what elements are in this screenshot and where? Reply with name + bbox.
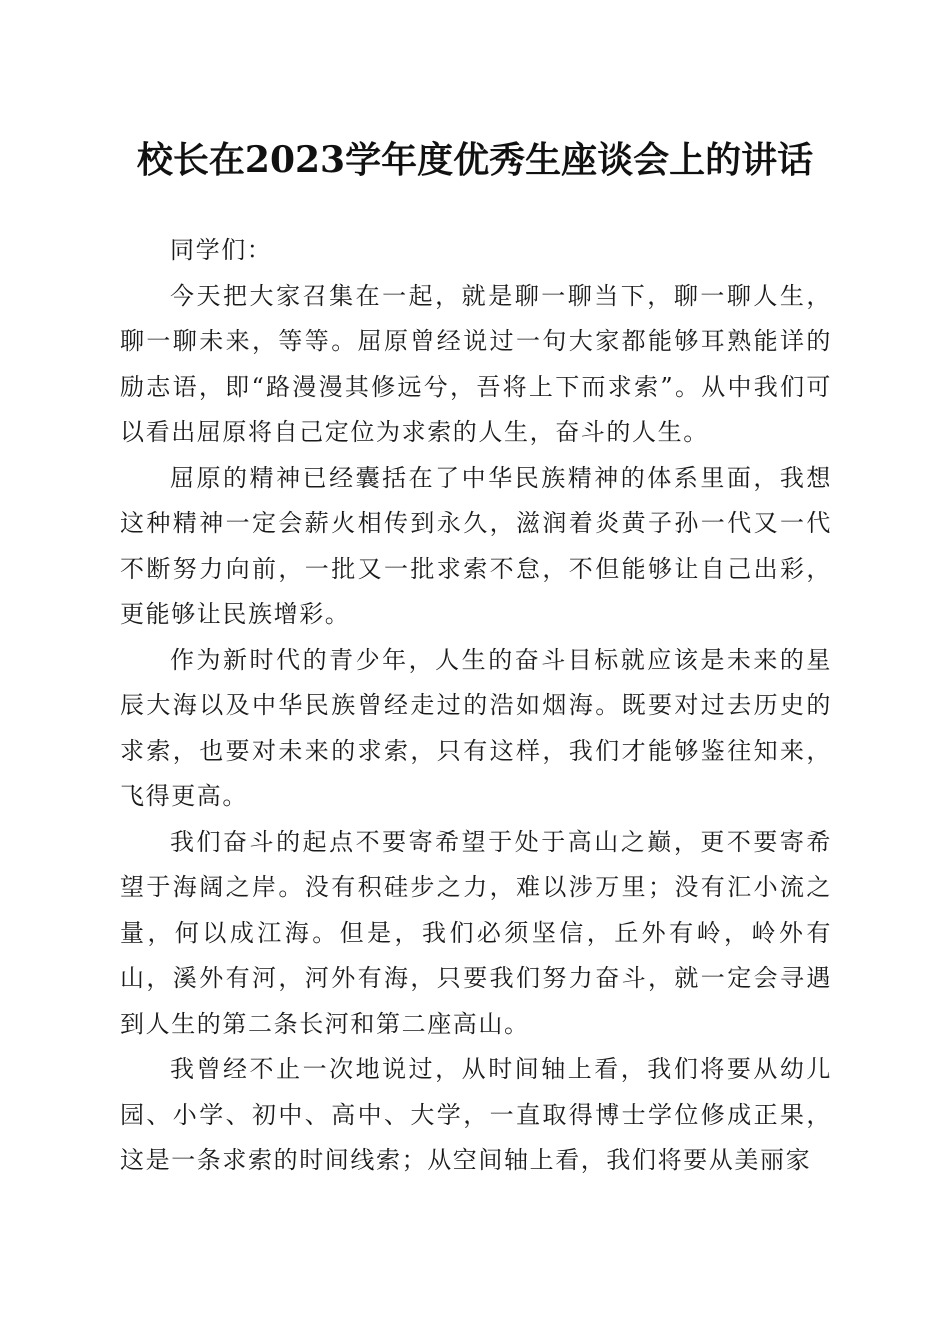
- document-body: [120, 228, 832, 1184]
- paragraph: 屈原的精神已经囊括在了中华民族精神的体系里面，我想这种精神一定会薪火相传到永久，滋润着炎黄子孙一代又一代不断努力向前，一批又一批求索不怠，不但能够让自己出彩，更能够让民族增彩。: [120, 463, 832, 628]
- salutation: 同学们：: [170, 236, 273, 264]
- document-title: 校长在2023学年度优秀生座谈会上的讲话: [136, 139, 814, 181]
- paragraph: 我曾经不止一次地说过，从时间轴上看，我们将要从幼儿园、小学、初中、高中、大学，一直取得博士学位修成正果，这是一条求索的时间线索；从空间轴上看，我们将要从美丽家: [120, 1055, 832, 1174]
- paragraph: 今天把大家召集在一起，就是聊一聊当下，聊一聊人生，聊一聊未来，等等。屈原曾经说过一句大家都能够耳熟能详的励志语，即“路漫漫其修远兮，吾将上下而求索”。从中我们可以看出屈原将自己定位为求索的人生，奋斗的人生。: [120, 281, 832, 446]
- paragraph: 作为新时代的青少年，人生的奋斗目标就应该是未来的星辰大海以及中华民族曾经走过的浩如烟海。既要对过去历史的求索，也要对未来的求索，只有这样，我们才能够鉴往知来，飞得更高。: [120, 645, 832, 810]
- paragraph: 我们奋斗的起点不要寄希望于处于高山之巅，更不要寄希望于海阔之岸。没有积硅步之力，难以涉万里；没有汇小流之量，何以成江海。但是，我们必须坚信，丘外有岭，岭外有山，溪外有河，河外有海，只要我们努力奋斗，就一定会寻遇到人生的第二条长河和第二座高山。: [120, 827, 832, 1038]
